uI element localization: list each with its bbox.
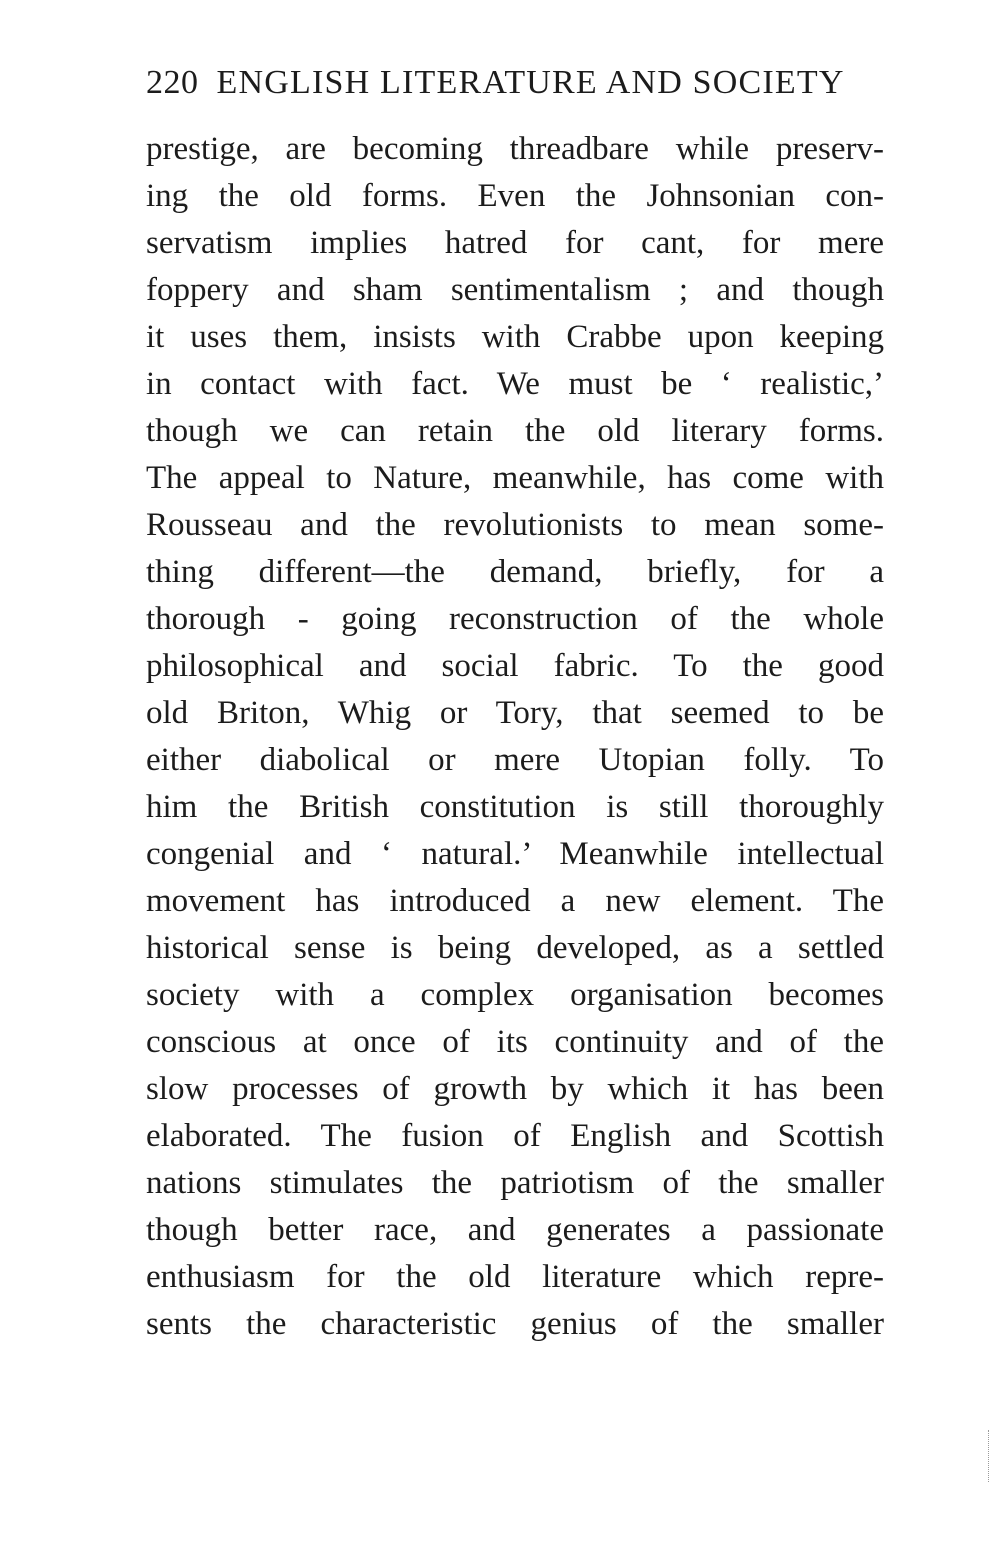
text-line: old Briton, Whig or Tory, that seemed to be [146,695,884,731]
text-line: philosophical and social fabric. To the good [146,648,884,684]
text-line: thing different—the demand, briefly, for a [146,554,884,590]
text-line: sents the characteristic genius of the smaller [146,1306,884,1342]
text-line: though we can retain the old literary forms. [146,413,884,449]
text-line: Rousseau and the revolutionists to mean some- [146,507,884,543]
text-line: it uses them, insists with Crabbe upon keeping [146,319,884,355]
text-line: prestige, are becoming threadbare while preserv- [146,131,884,167]
text-line: historical sense is being developed, as a settled [146,930,884,966]
text-line: in contact with fact. We must be ‘ realistic,’ [146,366,884,402]
page-number: 220 [146,64,199,101]
running-title: ENGLISH LITERATURE AND SOCIETY [216,64,845,101]
text-line: conscious at once of its continuity and of the [146,1024,884,1060]
text-line: him the British constitution is still thoroughly [146,789,884,825]
text-line: servatism implies hatred for cant, for mere [146,225,884,261]
text-line: though better race, and generates a passionate [146,1212,884,1248]
text-line: The appeal to Nature, meanwhile, has come with [146,460,884,496]
text-line: slow processes of growth by which it has been [146,1071,884,1107]
text-line: nations stimulates the patriotism of the smaller [146,1165,884,1201]
body-text [146,126,884,1348]
text-line: elaborated. The fusion of English and Scottish [146,1118,884,1154]
text-line: society with a complex organisation becomes [146,977,884,1013]
text-line: thorough - going reconstruction of the whole [146,601,884,637]
text-line: enthusiasm for the old literature which repre- [146,1259,884,1295]
text-line: foppery and sham sentimentalism ; and though [146,272,884,308]
running-head [146,58,882,108]
scan-edge-marks [988,1430,993,1482]
text-line: movement has introduced a new element. The [146,883,884,919]
text-line: congenial and ‘ natural.’ Meanwhile intellectual [146,836,884,872]
text-line: either diabolical or mere Utopian folly. To [146,742,884,778]
text-line: ing the old forms. Even the Johnsonian con- [146,178,884,214]
